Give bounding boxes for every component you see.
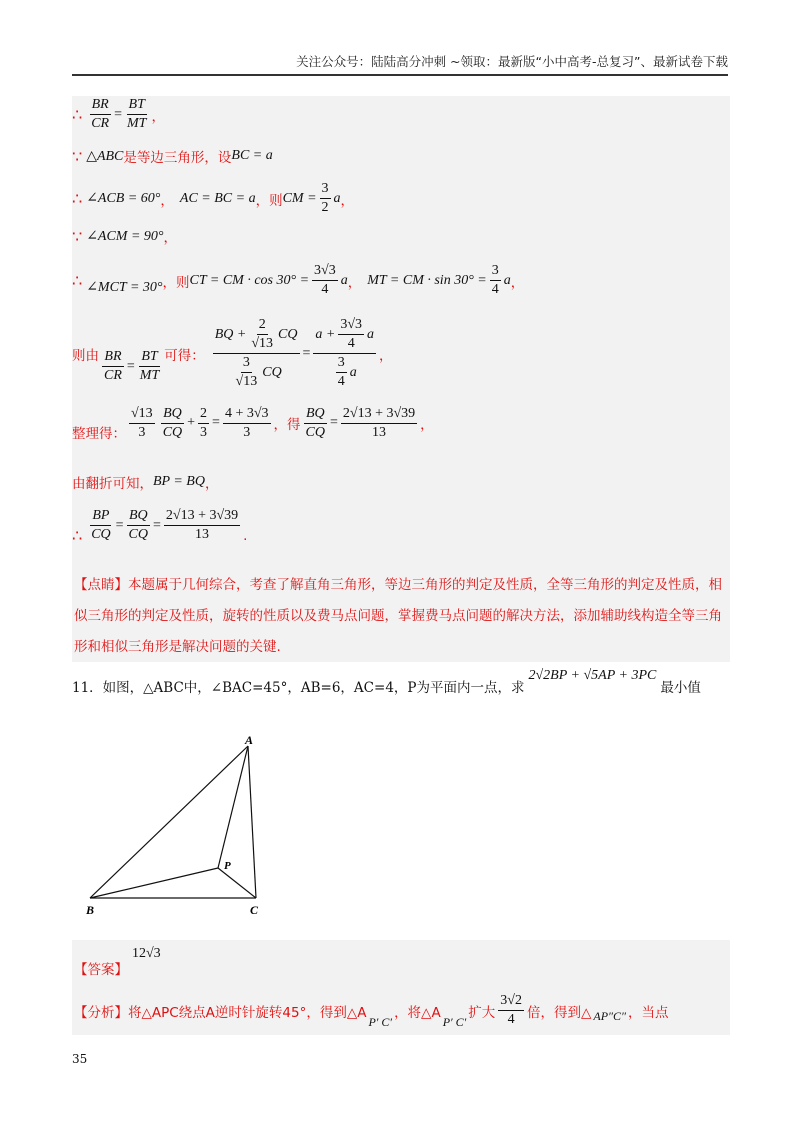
triangle-figure [72,728,292,928]
comment-paragraph: 【点睛】本题属于几何综合，考查了解直角三角形，等边三角形的判定及性质，全等三角形的判定及性质，相似三角形的判定及性质，旋转的性质以及费马点问题，掌握费马点问题的解决方法，添加辅助线构造全等三角形和相似三角形是解决问题的关键. [74,577,722,655]
answer-tag: 【答案】 [74,962,128,978]
fraction: $\frac{BR}{CR}$ [91,97,110,131]
problem-text: 11．如图，△ABC中，∠BAC=45°，AB=6，AC=4，P为平面内一点，求 [72,680,525,696]
solution-line-9: ∴ $\frac{BP}{CQ}$ = $\frac{BQ}{CQ}$ = $\frac{2√13 + 3√39}{13}$ . [72,508,248,545]
solution-line-4: ∵ ∠ACM = 90° ， [72,226,178,246]
segment-pa [218,746,248,868]
solution-block [72,96,730,662]
answer-line [74,946,161,978]
triangle-diagram [72,728,292,928]
solution-line-2: ∵ △ABC 是等边三角形，设 BC = a [72,146,273,166]
segment-pc [218,868,256,898]
analysis-line: 【分析】 将△APC绕点A逆时针旋转45°，得到△A P′ C′ ，将△A P′ C′ 扩大 $\frac{3√2}{4}$ 倍，得到△ AP″C″ ，当点 [74,993,669,1029]
solution-line-7: 整理得： $\frac{√13}{3}$ $\frac{BQ}{CQ}$ + $\frac{2}{3}$ = $\frac{4 + 3√3}{3}$ ，得 $\frac{BQ}{CQ}$ = $\frac{2√13 + 3√39}{13}$ ， [72,405,434,442]
analysis-tag: 【分析】 [74,1004,128,1021]
big-fraction-left: BQ + $\frac{2}{√13}$ CQ $\frac{3}{√13}$ CQ [214,317,298,389]
solution-line-3: ∴ ∠ACB = 60° ， AC = BC = a ，则 CM = $\frac{3}{2}$ a ， [72,181,355,215]
solution-line-8: 由翻折可知， BP = BQ ， [72,474,219,492]
solution-line-1: ∴ $\frac{BR}{CR}$ = $\frac{BT}{MT}$ ， [72,97,165,131]
edge-ac [248,746,256,898]
label-p: P [224,860,231,872]
solution-line-6: 则由 $\frac{BR}{CR}$ = $\frac{BT}{MT}$ 可得： BQ + $\frac{2}{√13}$ CQ $\frac{3}{√13}$ CQ = a + $\frac{3√3}{4}$ a $\frac{3}{4}$ a ， [72,317,393,389]
label-b: B [86,903,95,917]
big-fraction-right: a + $\frac{3√3}{4}$ a $\frac{3}{4}$ a [315,317,375,389]
segment-pb [90,868,218,898]
answer-value: 12√3 [132,946,161,961]
answer-block [72,940,730,1035]
page-number: 35 [72,1052,88,1066]
problem-expression: 2√2BP + √5AP + 3PC [528,668,657,683]
page-header: 关注公众号：陆陆高分冲刺 ~领取：最新版“小中高考-总复习”、最新试卷下载 [72,52,728,76]
edge-ab [90,746,248,898]
problem-11 [72,668,701,696]
label-c: C [250,903,259,917]
solution-line-5: ∴ ∠MCT = 30° ，则 CT = CM · cos 30° = $\frac{3√3}{4}$ a ， MT = CM · sin 30° = $\frac{3}{4}$ a ， [72,263,525,297]
problem-tail: 最小值 [660,680,701,696]
label-a: A [245,733,254,747]
fraction: $\frac{BT}{MT}$ [126,97,147,131]
